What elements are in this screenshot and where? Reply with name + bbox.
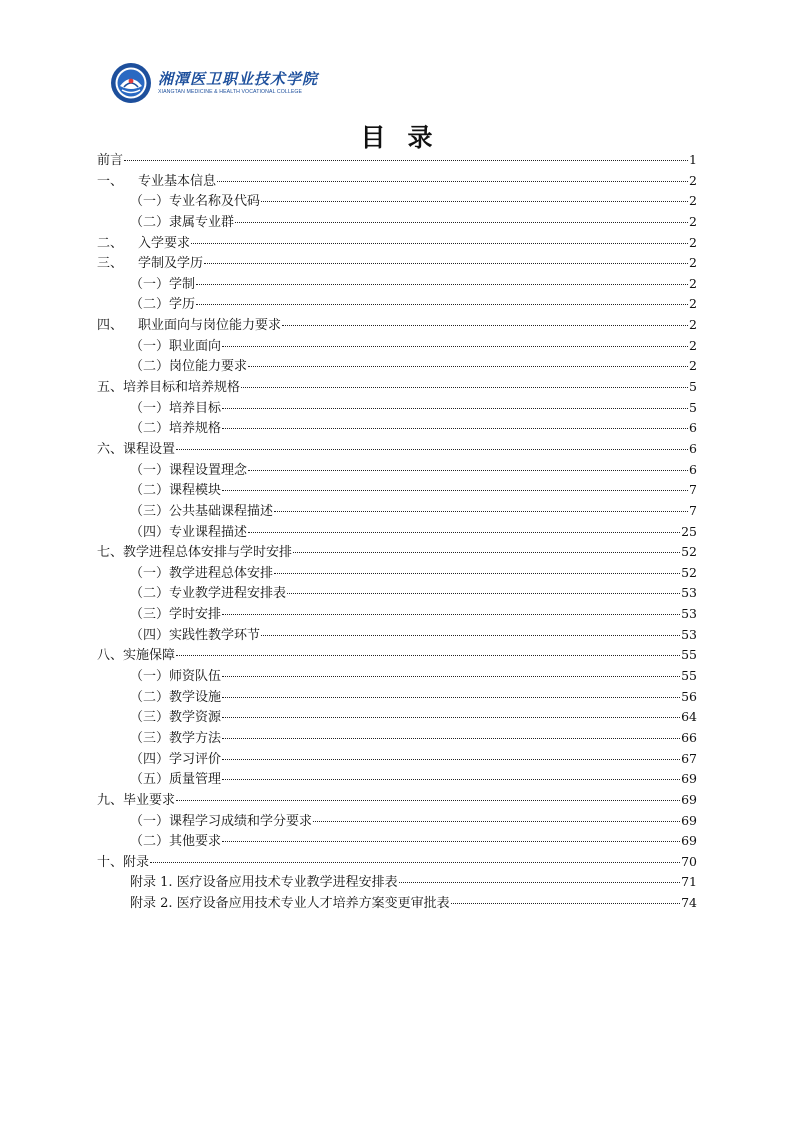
toc-entry-label: 附录	[123, 854, 150, 870]
toc-entry-number: （二）	[130, 359, 170, 375]
toc-entry[interactable]	[97, 460, 697, 481]
toc-entry-title	[97, 440, 175, 461]
toc-dot-leader	[235, 222, 688, 223]
toc-entry-number: （一）	[130, 400, 170, 416]
toc-entry-label: 教学设施	[169, 689, 222, 705]
toc-dot-leader	[217, 181, 688, 182]
toc-entry-number: （二）	[130, 297, 170, 313]
toc-entry-number: （二）	[130, 483, 170, 499]
toc-entry-number: 四、	[97, 318, 124, 334]
toc-entry-number: 八、	[97, 648, 124, 664]
toc-entry-number: （一）	[130, 565, 170, 581]
toc-page-number: 2	[689, 193, 697, 209]
toc-entry-label: 教学进程总体安排与学时安排	[123, 545, 293, 561]
toc-entry[interactable]	[97, 522, 697, 543]
toc-entry[interactable]	[97, 831, 697, 852]
toc-page-number: 6	[689, 440, 697, 456]
toc-dot-leader	[248, 532, 680, 533]
toc-dot-leader	[222, 428, 688, 429]
toc-entry-number: （二）	[130, 689, 170, 705]
toc-dot-leader	[248, 366, 688, 367]
toc-page-number: 70	[681, 853, 697, 869]
toc-dot-leader	[150, 862, 680, 863]
toc-dot-leader	[222, 614, 680, 615]
toc-entry[interactable]	[97, 480, 697, 501]
toc-page-number: 69	[681, 833, 697, 849]
toc-entry[interactable]	[97, 687, 697, 708]
toc-entry-label: 教学进程总体安排	[169, 565, 274, 581]
toc-entry-number: 七、	[97, 545, 124, 561]
toc-entry-title	[130, 708, 221, 729]
toc-entry-title	[130, 461, 247, 482]
toc-dot-leader	[196, 304, 688, 305]
toc-page-number: 2	[689, 172, 697, 188]
toc-entry-label: 实施保障	[123, 648, 176, 664]
toc-entry-title	[130, 812, 312, 833]
college-seal-icon	[110, 62, 152, 104]
toc-entry[interactable]	[97, 233, 697, 254]
toc-entry-number: （五）	[130, 772, 170, 788]
toc-entry-label: 教学资源	[169, 710, 222, 726]
toc-entry-title	[130, 481, 221, 502]
toc-entry[interactable]	[97, 356, 697, 377]
toc-entry-label: 质量管理	[169, 772, 222, 788]
toc-entry-label: 教学方法	[169, 730, 222, 746]
toc-entry-number: （一）	[130, 813, 170, 829]
toc-entry-number: （一）	[130, 338, 170, 354]
toc-entry-number: （二）	[130, 586, 170, 602]
toc-dot-leader	[176, 800, 680, 801]
toc-entry-title	[130, 626, 260, 647]
toc-entry-number: （四）	[130, 524, 170, 540]
toc-entry[interactable]	[97, 191, 697, 212]
toc-entry-title	[97, 172, 216, 193]
toc-page-number: 5	[689, 379, 697, 395]
toc-entry-title	[130, 419, 221, 440]
toc-entry-label: 附录 1. 医疗设备应用技术专业教学进程安排表	[130, 875, 398, 891]
page-title: 目录	[360, 123, 455, 152]
toc-dot-leader	[222, 779, 680, 780]
toc-entry-title	[97, 791, 175, 812]
toc-entry-number: 五、	[97, 380, 124, 396]
toc-entry-title	[130, 275, 195, 296]
toc-entry[interactable]	[97, 769, 697, 790]
toc-entry-number: （四）	[130, 751, 170, 767]
toc-dot-leader	[282, 325, 688, 326]
toc-dot-leader	[191, 243, 688, 244]
toc-dot-leader	[399, 882, 680, 883]
toc-entry-number: （一）	[130, 276, 170, 292]
toc-entry-number: （三）	[130, 710, 170, 726]
toc-entry-number: （四）	[130, 627, 170, 643]
toc-entry[interactable]	[97, 336, 697, 357]
toc-dot-leader	[222, 738, 680, 739]
toc-dot-leader	[176, 655, 680, 656]
toc-page-number: 55	[681, 668, 697, 684]
toc-dot-leader	[176, 449, 688, 450]
toc-entry-title	[130, 295, 195, 316]
toc-entry[interactable]	[97, 728, 697, 749]
toc-entry-label: 课程模块	[169, 483, 222, 499]
toc-dot-leader	[222, 408, 688, 409]
toc-entry-number: 六、	[97, 441, 124, 457]
toc-entry[interactable]	[97, 253, 697, 274]
toc-page-number: 74	[681, 895, 697, 911]
toc-entry-label: 附录 2. 医疗设备应用技术专业人才培养方案变更审批表	[130, 896, 450, 912]
toc-entry-label: 学制	[169, 276, 196, 292]
toc-entry-number: 二、	[97, 235, 124, 251]
toc-dot-leader	[222, 346, 688, 347]
toc-page-number: 6	[689, 420, 697, 436]
toc-entry-label: 培养目标和培养规格	[123, 380, 241, 396]
toc-entry[interactable]	[97, 377, 697, 398]
toc-entry-title	[130, 729, 221, 750]
toc-dot-leader	[196, 284, 688, 285]
toc-entry[interactable]	[97, 604, 697, 625]
toc-dot-leader	[222, 490, 688, 491]
toc-entry[interactable]	[97, 645, 697, 666]
toc-entry[interactable]	[97, 852, 697, 873]
toc-entry-label: 岗位能力要求	[169, 359, 248, 375]
toc-dot-leader	[451, 903, 680, 904]
toc-dot-leader	[124, 160, 688, 161]
toc-entry-label: 学习评价	[169, 751, 222, 767]
toc-entry-title	[97, 234, 190, 255]
toc-entry-title	[97, 151, 123, 172]
toc-entry-label: 前言	[97, 153, 124, 168]
toc-dot-leader	[293, 552, 680, 553]
toc-entry-title	[130, 584, 286, 605]
toc-page-number: 25	[681, 523, 697, 539]
toc-dot-leader	[222, 717, 680, 718]
toc-entry[interactable]	[97, 150, 697, 171]
toc-page-number: 2	[689, 337, 697, 353]
toc-dot-leader	[222, 676, 680, 677]
toc-page-number: 66	[681, 729, 697, 745]
toc-entry-label: 职业面向	[169, 338, 222, 354]
toc-dot-leader	[222, 697, 680, 698]
toc-entry[interactable]	[97, 542, 697, 563]
toc-entry-number: （二）	[130, 214, 170, 230]
toc-page-number: 2	[689, 275, 697, 291]
toc-entry-title	[130, 192, 260, 213]
toc-page-number: 6	[689, 461, 697, 477]
toc-entry-title	[130, 873, 398, 894]
toc-entry-title	[130, 688, 221, 709]
toc-entry-number: （二）	[130, 834, 170, 850]
toc-page-number: 71	[681, 874, 697, 890]
toc-page-number: 69	[681, 791, 697, 807]
toc-entry-label: 课程设置理念	[169, 462, 248, 478]
toc-entry[interactable]	[97, 666, 697, 687]
toc-entry-title	[130, 357, 247, 378]
toc-entry[interactable]	[97, 418, 697, 439]
toc-entry-title	[97, 254, 203, 275]
toc-entry[interactable]	[97, 171, 697, 192]
toc-entry[interactable]	[97, 439, 697, 460]
toc-dot-leader	[222, 759, 680, 760]
toc-entry-label: 实践性教学环节	[169, 627, 261, 643]
toc-entry-number: （三）	[130, 503, 170, 519]
toc-dot-leader	[261, 635, 680, 636]
toc-entry-label: 专业教学进程安排表	[169, 586, 287, 602]
toc-entry-label: 入学要求	[138, 235, 191, 251]
toc-entry-number: 一、	[97, 173, 124, 189]
toc-entry-title	[130, 502, 273, 523]
toc-entry-number: （二）	[130, 421, 170, 437]
toc-entry-title	[130, 564, 273, 585]
toc-entry-label: 专业基本信息	[138, 173, 217, 189]
toc-entry-number: 十、	[97, 854, 124, 870]
toc-entry-title	[97, 853, 149, 874]
logo-english-name: XIANGTAN MEDICINE & HEALTH VOCATIONAL COLLEGE	[158, 89, 303, 95]
toc-entry-title	[97, 543, 292, 564]
toc-entry-title	[130, 832, 221, 853]
college-logo	[110, 62, 318, 104]
toc-page-number: 52	[681, 564, 697, 580]
toc-page-number: 55	[681, 647, 697, 663]
toc-entry-title	[130, 523, 247, 544]
toc-page-number: 52	[681, 544, 697, 560]
toc-page-number: 7	[689, 502, 697, 518]
toc-page-number: 53	[681, 585, 697, 601]
toc-entry-title	[130, 213, 234, 234]
toc-page-number: 53	[681, 626, 697, 642]
toc-entry-title	[130, 399, 221, 420]
toc-page-number: 5	[689, 399, 697, 415]
toc-page-number: 69	[681, 771, 697, 787]
toc-entry-label: 培养规格	[169, 421, 222, 437]
toc-page-number: 53	[681, 606, 697, 622]
toc-dot-leader	[287, 593, 680, 594]
table-of-contents	[97, 150, 697, 914]
toc-dot-leader	[261, 201, 688, 202]
toc-page-number: 67	[681, 750, 697, 766]
toc-entry[interactable]	[97, 501, 697, 522]
toc-entry-title	[130, 750, 221, 771]
toc-entry-number: （一）	[130, 669, 170, 685]
toc-entry-label: 课程设置	[123, 441, 176, 457]
toc-entry-label: 师资队伍	[169, 669, 222, 685]
toc-entry-label: 培养目标	[169, 400, 222, 416]
toc-entry-label: 课程学习成绩和学分要求	[169, 813, 313, 829]
toc-entry-label: 专业名称及代码	[169, 194, 261, 210]
toc-entry[interactable]	[97, 398, 697, 419]
toc-entry[interactable]	[97, 625, 697, 646]
toc-dot-leader	[204, 263, 688, 264]
toc-entry-label: 隶属专业群	[169, 214, 235, 230]
toc-page-number: 7	[689, 482, 697, 498]
logo-chinese-name: 湘潭医卫职业技术学院	[158, 70, 319, 88]
toc-entry-label: 职业面向与岗位能力要求	[138, 318, 282, 334]
toc-page-number: 2	[689, 234, 697, 250]
toc-entry-label: 学时安排	[169, 607, 222, 623]
toc-page-number: 56	[681, 688, 697, 704]
toc-entry[interactable]	[97, 893, 697, 914]
toc-page-number: 2	[689, 255, 697, 271]
toc-page-number: 2	[689, 296, 697, 312]
toc-entry-title	[97, 378, 240, 399]
toc-entry-number: （一）	[130, 462, 170, 478]
toc-entry-label: 其他要求	[169, 834, 222, 850]
toc-entry[interactable]	[97, 583, 697, 604]
toc-entry-number: 三、	[97, 256, 124, 272]
toc-entry-title	[130, 894, 450, 915]
toc-entry-title	[97, 646, 175, 667]
toc-entry-title	[130, 667, 221, 688]
toc-entry[interactable]	[97, 274, 697, 295]
toc-page-number: 2	[689, 213, 697, 229]
toc-entry[interactable]	[97, 811, 697, 832]
toc-page-number: 64	[681, 709, 697, 725]
toc-entry-title	[130, 605, 221, 626]
toc-entry-number: （三）	[130, 730, 170, 746]
toc-entry-label: 公共基础课程描述	[169, 503, 274, 519]
toc-dot-leader	[274, 511, 688, 512]
toc-entry-number: 九、	[97, 792, 124, 808]
toc-dot-leader	[248, 470, 688, 471]
toc-entry-label: 学历	[169, 297, 196, 313]
toc-entry[interactable]	[97, 749, 697, 770]
toc-entry[interactable]	[97, 563, 697, 584]
toc-entry-label: 学制及学历	[138, 256, 204, 272]
toc-entry[interactable]	[97, 790, 697, 811]
toc-page-number: 1	[689, 152, 697, 167]
toc-dot-leader	[222, 841, 680, 842]
toc-page-number: 69	[681, 812, 697, 828]
toc-entry[interactable]	[97, 294, 697, 315]
toc-entry[interactable]	[97, 872, 697, 893]
toc-entry-title	[130, 337, 221, 358]
toc-page-number: 2	[689, 317, 697, 333]
toc-dot-leader	[241, 387, 688, 388]
toc-entry-number: （三）	[130, 607, 170, 623]
toc-dot-leader	[313, 821, 680, 822]
toc-entry[interactable]	[97, 212, 697, 233]
toc-entry-number: （一）	[130, 194, 170, 210]
toc-entry-title	[130, 770, 221, 791]
toc-entry[interactable]	[97, 707, 697, 728]
toc-entry-title	[97, 316, 281, 337]
toc-page-number: 2	[689, 358, 697, 374]
toc-entry-label: 毕业要求	[123, 792, 176, 808]
toc-entry-label: 专业课程描述	[169, 524, 248, 540]
toc-entry[interactable]	[97, 315, 697, 336]
toc-dot-leader	[274, 573, 680, 574]
